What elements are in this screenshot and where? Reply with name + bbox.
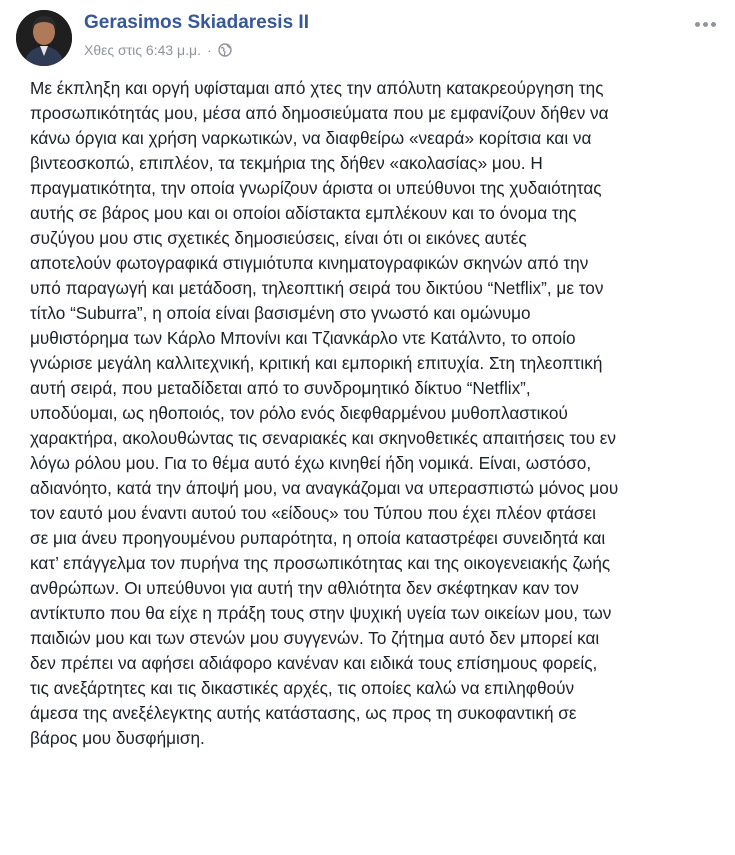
post-text-line: Με έκπληξη και οργή υφίσταμαι από χτες την απόλυτη κατακρεούργηση της bbox=[30, 78, 604, 98]
post-text-line: σε μια άνευ προηγουμένου ρυπαρότητα, η οποία καταστρέφει συνειδητά και bbox=[30, 528, 606, 548]
post-text-line: άμεσα της ανεξέλεγκτης αυτής κατάστασης, ως προς τη συκοφαντική σε bbox=[30, 703, 577, 723]
post-text-line: αυτής σε βάρος μου και οι οποίοι αδίστακτα εμπλέκουν και το όνομα της bbox=[30, 203, 577, 223]
post-text-line: κάνω όργια και χρήση ναρκωτικών, να διαφθείρω «νεαρά» κορίτσια και να bbox=[30, 128, 592, 148]
post-text-line: πραγματικότητα, την οποία γνωρίζουν άριστα οι υπεύθυνοι της χυδαιότητας bbox=[30, 178, 602, 198]
post-text-line: γνώρισε μεγάλη καλλιτεχνική, κριτική και εμπορική επιτυχία. Στη τηλεοπτική bbox=[30, 353, 603, 373]
post-text-line: μυθιστόρημα των Κάρλο Μπονίνι και Τζιανκάρλο ντε Κατάλντο, το οποίο bbox=[30, 328, 576, 348]
post-text-line: παιδιών μου και των στενών μου συγγενών. Το ζήτημα αυτό δεν μπορεί και bbox=[30, 628, 600, 648]
post-text-line: αντίκτυπο που θα είχε η πράξη τους στην ψυχική υγεία των οικείων μου, των bbox=[30, 603, 612, 623]
post-text-line: αποτελούν φωτογραφικά στιγμιότυπα κινηματογραφικών σκηνών από την bbox=[30, 253, 589, 273]
post-text-line: υπό παραγωγή και μετάδοση, τηλεοπτική σειρά του δικτύου “Netflix”, με τον bbox=[30, 278, 604, 298]
post-text-line: κατ’ επάγγελμα τον πυρήνα της προσωπικότητας και της οικογενειακής ζωής bbox=[30, 553, 611, 573]
post-body bbox=[30, 76, 710, 751]
post-timestamp[interactable]: Χθες στις 6:43 μ.μ. bbox=[84, 42, 201, 58]
post-text-line: τον εαυτό μου έναντι αυτού του «είδους» του Τύπου που έχει πλέον φτάσει bbox=[30, 503, 597, 523]
post-text-line: αυτή σειρά, που μεταδίδεται από το συνδρομητικό δίκτυο “Netflix”, bbox=[30, 378, 531, 398]
post-text-line: τίτλο “Suburra”, η οποία είναι βασισμένη στο γνωστό και ομώνυμο bbox=[30, 303, 531, 323]
post-text-line: τις ανεξάρτητες και τις δικαστικές αρχές, τις οποίες καλώ να επιληφθούν bbox=[30, 678, 575, 698]
post-text-line: βιντεοσκοπώ, επιπλέον, τα τεκμήρια της δήθεν «ακολασίας» μου. Η bbox=[30, 153, 543, 173]
post-text-line: ανθρώπων. Οι υπεύθυνοι για αυτή την αθλιότητα δεν σκέφτηκαν καν τον bbox=[30, 578, 579, 598]
post-text-line: βάρος μου δυσφήμιση. bbox=[30, 728, 205, 748]
post-text-line: δεν πρέπει να αφήσει αδιάφορο κανέναν και ειδικά τους επίσημους φορείς, bbox=[30, 653, 598, 673]
more-options-icon[interactable] bbox=[691, 14, 719, 34]
post-header bbox=[16, 8, 725, 68]
meta-separator: · bbox=[206, 42, 212, 58]
post-text-line: χαρακτήρα, ακολουθώντας τις σεναριακές και σκηνοθετικές απαιτήσεις του εν bbox=[30, 428, 616, 448]
post-text-line: προσωπικότητάς μου, μέσα από δημοσιεύματα που με εμφανίζουν δήθεν να bbox=[30, 103, 609, 123]
post-meta bbox=[84, 42, 232, 58]
avatar[interactable] bbox=[16, 10, 72, 66]
post-text-line: υποδύομαι, ως ηθοποιός, τον ρόλο ενός διεφθαρμένου μυθοπλαστικού bbox=[30, 403, 568, 423]
author-name[interactable]: Gerasimos Skiadaresis II bbox=[84, 12, 309, 33]
globe-icon[interactable] bbox=[218, 43, 232, 57]
post-text-line: συζύγου μου στις σχετικές δημοσιεύσεις, είναι ότι οι εικόνες αυτές bbox=[30, 228, 527, 248]
post-text-line: λόγω ρόλου μου. Για το θέμα αυτό έχω κινηθεί ήδη νομικά. Είναι, ωστόσο, bbox=[30, 453, 592, 473]
post-text-line: αδιανόητο, κατά την άποψή μου, να αναγκάζομαι να υπερασπιστώ μόνος μου bbox=[30, 478, 619, 498]
